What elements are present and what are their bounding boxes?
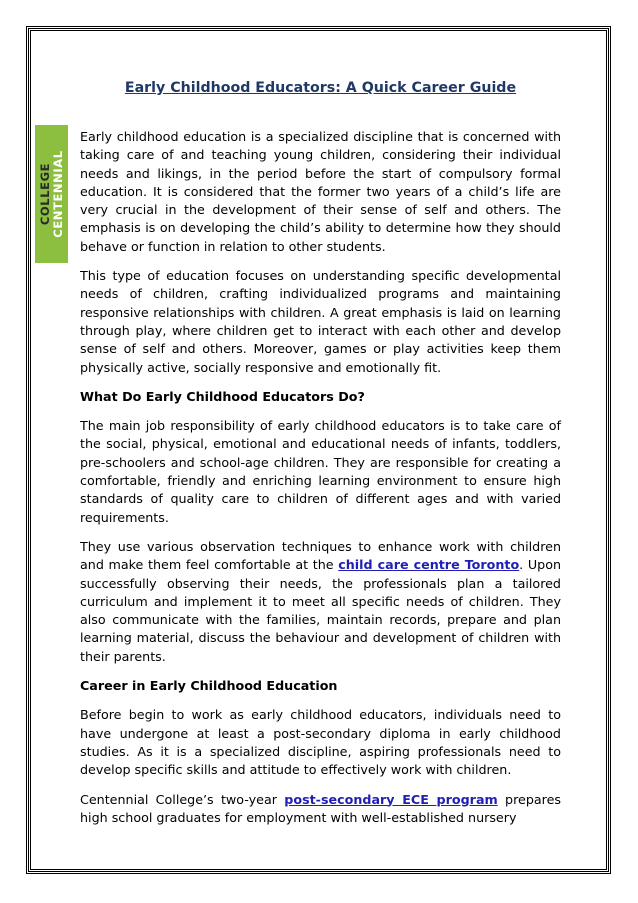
paragraph-intro: Early childhood education is a specialized discipline that is concerned with taking care of and teaching young children, considering their individual needs and likings, in the period before the start of compulsory formal education. It is considered that the former two years of a child’s life are very crucial in the development of their sense of self and others. The emphasis is on developing the child’s ability to determine how they should behave or function in relation to other students. [80, 129, 561, 254]
document-body [80, 128, 561, 838]
paragraph-program-text-1: Centennial College’s two-year [80, 791, 285, 807]
heading-what-do-educators-do: What Do Early Childhood Educators Do? [80, 388, 365, 404]
paragraph-responsibilities: The main job responsibility of early childhood educators is to take care of the social, physical, emotional and educational needs of infants, toddlers, pre-schoolers and school-age children. They are responsible for creating a comfortable, friendly and enriching learning environment to ensure high standards of quality care to children of different ages and with varied requirements. [80, 418, 561, 525]
logo-line-centennial: CENTENNIAL [50, 150, 65, 238]
paragraph-program [80, 791, 561, 828]
paragraph-observation [80, 538, 561, 666]
paragraph-career: Before begin to work as early childhood educators, individuals need to have undergone at least a post-secondary diploma in early childhood studies. As it is a specialized discipline, aspiring professionals need to develop specific skills and attitude to effectively work with children. [80, 707, 561, 778]
child-care-centre-link[interactable]: child care centre Toronto [338, 557, 520, 573]
centennial-college-logo [35, 125, 68, 263]
document-title: Early Childhood Educators: A Quick Career Guide [124, 80, 517, 96]
ece-program-link[interactable]: post-secondary ECE program [284, 791, 498, 807]
logo-line-college: COLLEGE [37, 162, 52, 226]
paragraph-program-text-2: prepares high school graduates for employment with well-established nursery [80, 791, 562, 825]
paragraph-observation-text-2: . Upon successfully observing their needs, the professionals plan a tailored curriculum and implement it to meet all specific needs of children. They also communicate with the families, maintain records, prepare and plan learning material, discuss the behaviour and development of children with their parents. [80, 557, 561, 664]
paragraph-focus: This type of education focuses on understanding specific developmental needs of children, crafting individualized programs and maintaining responsive relationships with children. A great emphasis is laid on learning through play, where children get to interact with each other and develop sense of self and others. Moreover, games or play activities keep them physically active, socially responsive and emotionally fit. [80, 268, 561, 375]
paragraph-observation-text-1: They use various observation techniques to enhance work with children and make them feel comfortable at the [80, 538, 561, 573]
heading-career: Career in Early Childhood Education [80, 678, 338, 694]
